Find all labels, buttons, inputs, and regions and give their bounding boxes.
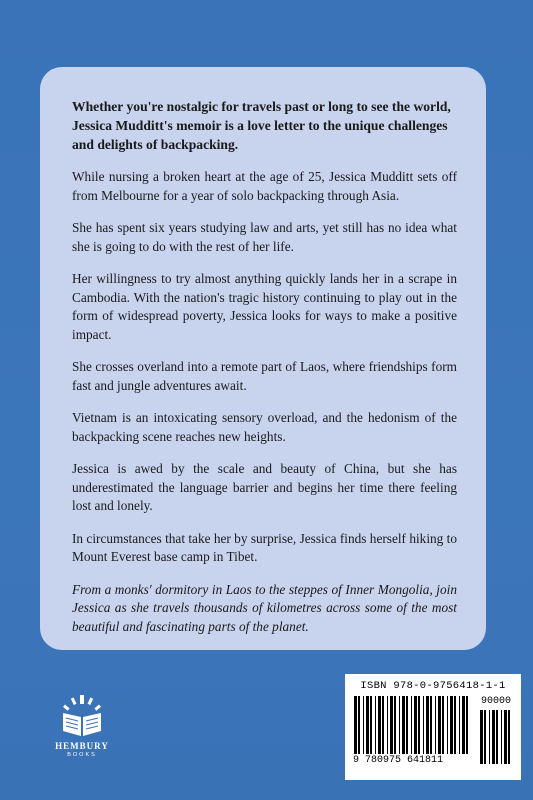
- blurb-lead: Whether you're nostalgic for travels past or long to see the world, Jessica Mudditt's memoir is a love letter to the unique challenges and delights of backpacking.: [72, 99, 451, 152]
- barcode-area: [353, 696, 513, 764]
- isbn-barcode: [345, 674, 521, 780]
- barcode-bar: [504, 710, 507, 764]
- barcode-bar: [406, 696, 408, 754]
- publisher-name: HEMBURY: [55, 741, 109, 751]
- publisher-sub: BOOKS: [67, 752, 97, 758]
- barcode-bar: [430, 696, 432, 754]
- barcode-bar: [394, 696, 396, 754]
- barcode-bar: [370, 696, 372, 754]
- barcode-bar: [501, 710, 502, 764]
- barcode-bar: [466, 696, 468, 754]
- barcode-bar: [438, 696, 441, 754]
- barcode-bar: [366, 696, 369, 754]
- barcode-bar: [435, 696, 436, 754]
- barcode-bar: [450, 696, 453, 754]
- open-book-icon: [60, 693, 104, 739]
- barcode-bar: [378, 696, 381, 754]
- blurb-panel: [40, 67, 486, 650]
- barcode-bar: [382, 696, 384, 754]
- blurb-paragraph: In circumstances that take her by surprise, Jessica finds herself hiking to Mount Everest base camp in Tibet.: [72, 530, 457, 564]
- blurb-paragraph: She has spent six years studying law and arts, yet still has no idea what she is going to do with the rest of her life.: [72, 220, 457, 254]
- barcode-bar: [399, 696, 400, 754]
- barcode-bar: [358, 696, 360, 754]
- barcode-bars: [353, 696, 473, 754]
- publisher-logo: [48, 693, 116, 773]
- barcode-bar: [426, 696, 429, 754]
- barcode-digits: 9 780975 641811: [353, 755, 444, 766]
- blurb-paragraph: She crosses overland into a remote part of Laos, where friendships form fast and jungle adventures await.: [72, 359, 457, 393]
- barcode-bar: [414, 696, 417, 754]
- barcode-bar: [484, 710, 486, 764]
- barcode-bar: [480, 710, 483, 764]
- barcode-bar: [363, 696, 364, 754]
- barcode-bar: [496, 710, 498, 764]
- barcode-bar: [454, 696, 456, 754]
- barcode-bar: [423, 696, 424, 754]
- barcode-bar: [462, 696, 465, 754]
- isbn-label: ISBN 978-0-9756418-1-1: [360, 680, 506, 692]
- barcode-bar: [411, 696, 412, 754]
- barcode-bar: [492, 710, 495, 764]
- barcode-bar: [442, 696, 444, 754]
- barcode-bar: [354, 696, 357, 754]
- barcode-bar: [508, 710, 510, 764]
- barcode-bar: [459, 696, 460, 754]
- barcode-bar: [375, 696, 376, 754]
- blurb-closing: From a monks' dormitory in Laos to the steppes of Inner Mongolia, join Jessica as she travels thousands of kilometres across some of the most beautiful and fascinating parts of the planet.: [72, 581, 457, 634]
- barcode-bar: [387, 696, 388, 754]
- blurb-paragraph: Vietnam is an intoxicating sensory overload, and the hedonism of the backpacking scene reaches new heights.: [72, 410, 457, 444]
- barcode-bar: [402, 696, 405, 754]
- blurb-paragraph: While nursing a broken heart at the age of 25, Jessica Mudditt sets off from Melbourne for a year of solo backpacking through Asia.: [72, 169, 457, 203]
- blurb-paragraph: Her willingness to try almost anything quickly lands her in a scrape in Cambodia. With the nation's tragic history continuing to play out in the form of widespread poverty, Jessica looks for ways to make a positive impact.: [72, 271, 457, 342]
- price-code: 90000: [480, 696, 511, 707]
- barcode-bar: [390, 696, 393, 754]
- barcode-bar: [447, 696, 448, 754]
- blurb-paragraph: Jessica is awed by the scale and beauty of China, but she has underestimated the language barrier and begins her time there feeling lost and lonely.: [72, 461, 457, 513]
- barcode-bar: [489, 710, 490, 764]
- barcode-bar: [418, 696, 420, 754]
